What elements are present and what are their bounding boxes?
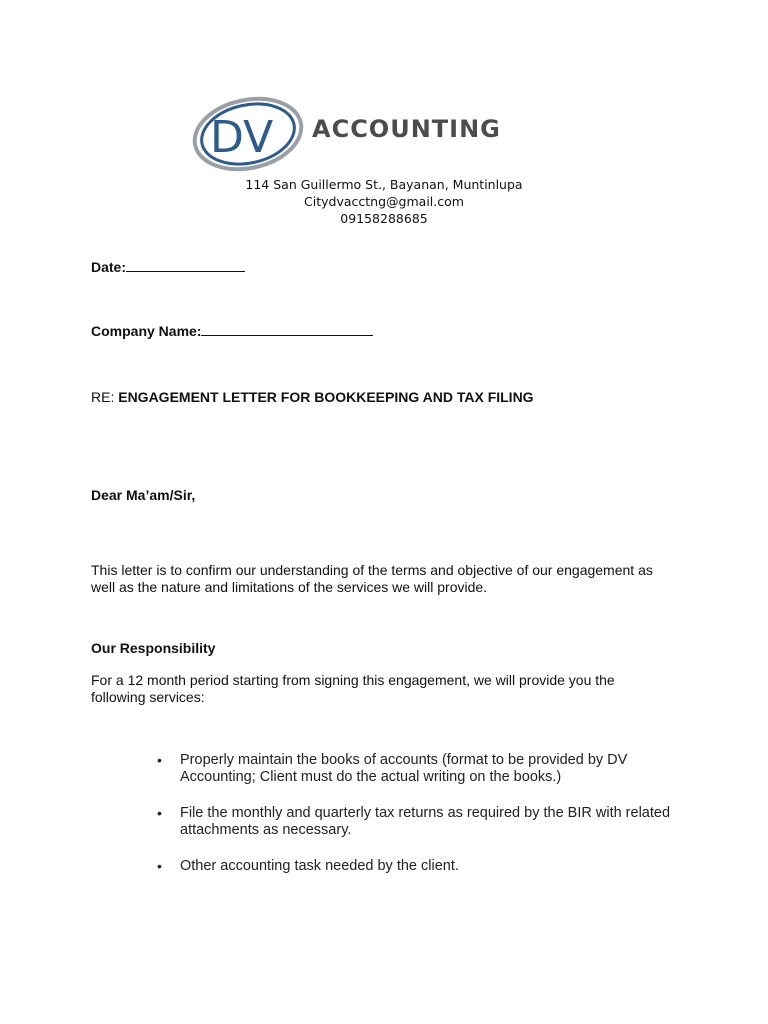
company-name-field [91, 323, 373, 339]
logo-initials: DV [210, 112, 274, 163]
list-item [155, 858, 675, 875]
intro-paragraph: This letter is to confirm our understanding of the terms and objective of our engagement as well as the nature and limitations of the services we will provide. [91, 562, 653, 595]
bullet-icon: • [157, 752, 162, 768]
re-prefix: RE: [91, 389, 119, 405]
responsibility-paragraph: For a 12 month period starting from signing this engagement, we will provide you the following services: [91, 672, 615, 705]
phone: 09158288685 [340, 211, 428, 226]
list-item-text: Other accounting task needed by the client. [180, 858, 459, 874]
salutation: Dear Ma’am/Sir, [91, 487, 196, 503]
company-name-label: Company Name: [91, 323, 202, 339]
bullet-icon: • [157, 858, 162, 874]
date-field [91, 259, 245, 275]
list-item [155, 805, 675, 839]
responsibility-heading: Our Responsibility [91, 640, 216, 656]
address: 114 San Guillermo St., Bayanan, Muntinlupa [245, 177, 523, 192]
list-item [155, 752, 675, 786]
list-item-text: Properly maintain the books of accounts (format to be provided by DV Accounting; Client must do the actual writing on the books.) [180, 752, 628, 785]
email: Citydvacctng@gmail.com [304, 194, 464, 209]
services-list [155, 752, 675, 894]
re-subject: ENGAGEMENT LETTER FOR BOOKKEEPING AND TAX FILING [118, 389, 534, 405]
bullet-icon: • [157, 805, 162, 821]
date-blank[interactable] [126, 259, 245, 272]
date-label: Date: [91, 259, 127, 275]
subject-line [91, 389, 534, 405]
logo-text: ACCOUNTING [312, 115, 501, 143]
company-name-blank[interactable] [201, 323, 373, 336]
list-item-text: File the monthly and quarterly tax returns as required by the BIR with related attachments as necessary. [180, 805, 671, 838]
